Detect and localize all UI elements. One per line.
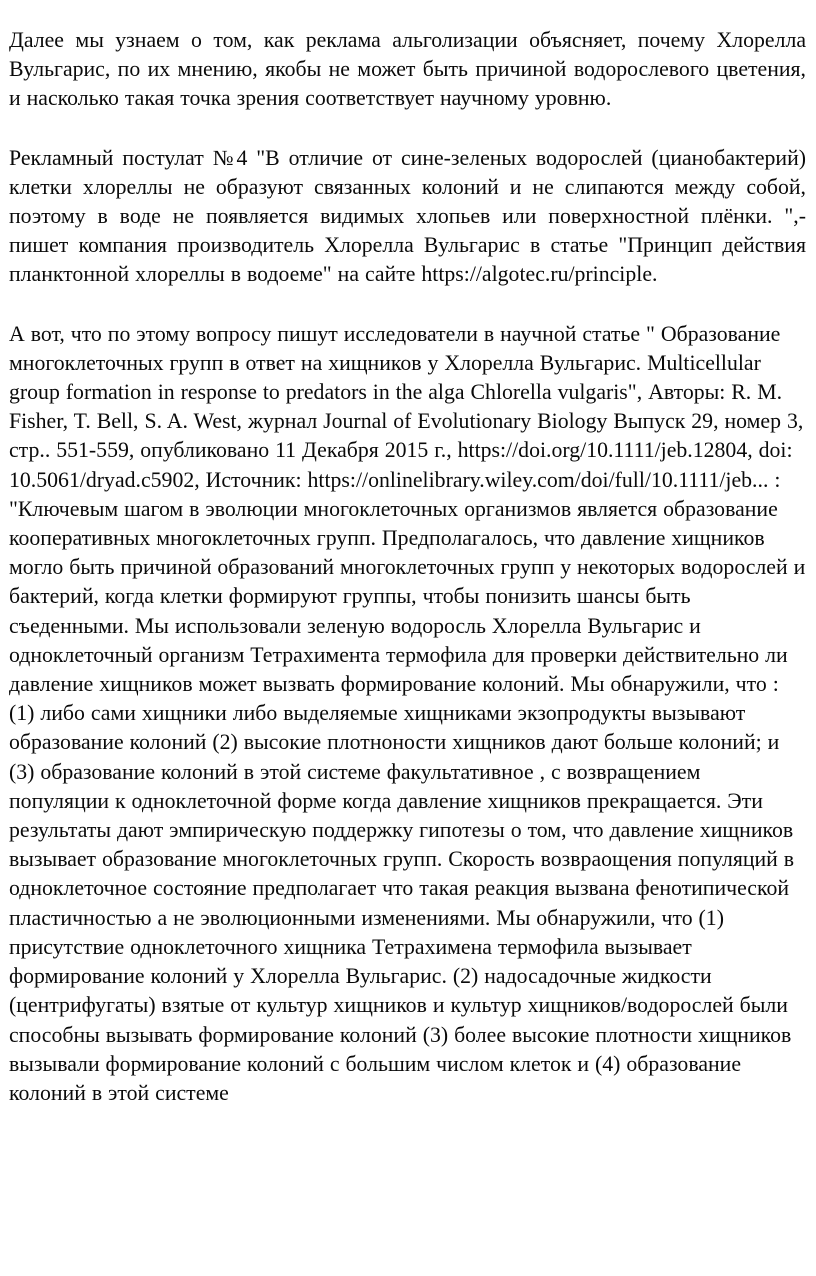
paragraph-research-citation: А вот, что по этому вопросу пишут исследователи в научной статье " Образование многоклеточных групп в ответ на хищников у Хлорелла Вульгарис. Multicellular group formation in response to predators in the alga Chlorella vulgaris", Авторы: R. M. Fisher, T. Bell, S. A. West, журнал Journal of Evolutionary Biology Выпуск 29, номер 3, стр.. 551-559, опубликовано 11 Декабря 2015 г., https://doi.org/10.1111/jeb.12804, doi: 10.5061/dryad.c5902, Источник: https://onlinelibrary.wiley.com/doi/full/10.1111/jeb... : "Ключевым шагом в эволюции многоклеточных организмов является образование кооперативных многоклеточных групп. Предполагалось, что давление хищников могло быть причиной образований многоклеточных групп у некоторых водорослей и бактерий, когда клетки формируют группы, чтобы понизить шансы быть съеденными. Мы использовали зеленую водоросль Хлорелла Вульгарис и одноклеточный организм Тетрахимента термофила для проверки действительно ли давление хищников может вызвать формирование колоний. Мы обнаружили, что : (1) либо сами хищники либо выделяемые хищниками экзопродукты вызывают образование колоний (2) высокие плотноности хищников дают больше колоний; и (3) образование колоний в этой системе факультативное , с возвращением популяции к одноклеточной форме когда давление хищников прекращается. Эти результаты дают эмпирическую поддержку гипотезы о том, что давление хищников вызывает образование многоклеточных групп. Скорость возвраощения популяций в одноклеточное состояние предполагает что такая реакция вызвана фенотипической пластичностью а не эволюционными изменениями. Мы обнаружили, что (1) присутствие одноклеточного хищника Тетрахимена термофила вызывает формирование колоний у Хлорелла Вульгарис. (2) надосадочные жидкости (центрифугаты) взятые от культур хищников и культур хищников/водорослей были способны вызывать формирование колоний (3) более высокие плотности хищников вызывали формирование колоний с большим числом клеток и (4) образование колоний в этой системе <box>9 321 806 1105</box>
paragraph-ad-postulate-4: Рекламный постулат №4 "В отличие от сине-зеленых водорослей (цианобактерий) клетки хлореллы не образуют связанных колоний и не слипаются между собой, поэтому в воде не появляется видимых хлопьев или поверхностной плёнки. ",- пишет компания производитель Хлорелла Вульгарис в статье "Принцип действия планктонной хлореллы в водоеме" на сайте https://algotec.ru/principle. <box>9 145 806 287</box>
paragraph-intro: Далее мы узнаем о том, как реклама альголизации объясняет, почему Хлорелла Вульгарис, по их мнению, якобы не может быть причиной водорослевого цветения, и насколько такая точка зрения соответствует научному уровню. <box>9 28 806 111</box>
